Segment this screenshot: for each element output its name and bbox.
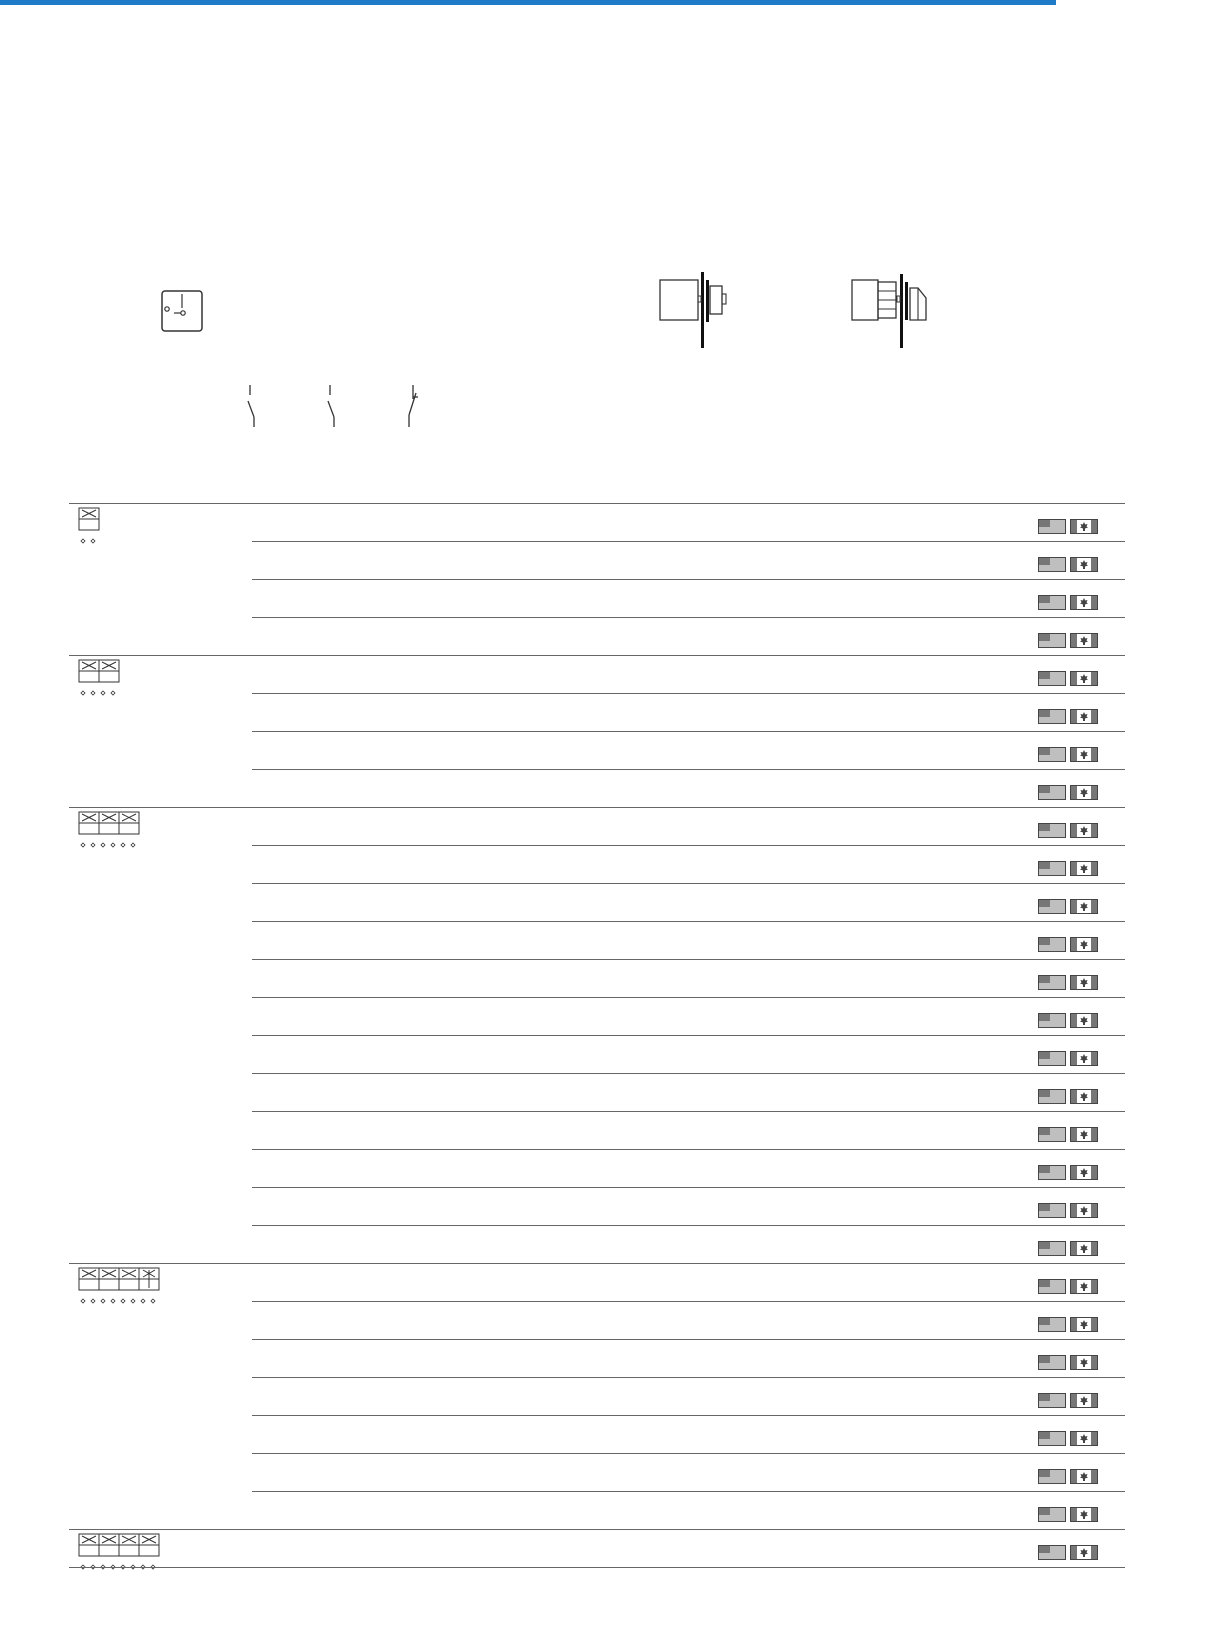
row-divider	[252, 769, 1125, 770]
table-row-flags	[1038, 709, 1098, 724]
us-flag-icon	[1038, 1545, 1066, 1560]
us-flag-icon	[1038, 633, 1066, 648]
canada-flag-icon	[1070, 633, 1098, 648]
table-row-flags	[1038, 1089, 1098, 1104]
table-row-flags	[1038, 1393, 1098, 1408]
table-row-flags	[1038, 1469, 1098, 1484]
us-flag-icon	[1038, 519, 1066, 534]
canada-flag-icon	[1070, 1165, 1098, 1180]
us-flag-icon	[1038, 1165, 1066, 1180]
row-divider	[252, 1225, 1125, 1226]
group-divider	[69, 807, 1125, 808]
us-flag-icon	[1038, 861, 1066, 876]
row-divider	[252, 883, 1125, 884]
row-divider	[252, 1339, 1125, 1340]
canada-flag-icon	[1070, 975, 1098, 990]
us-flag-icon	[1038, 595, 1066, 610]
us-flag-icon	[1038, 671, 1066, 686]
canada-flag-icon	[1070, 1507, 1098, 1522]
no-contact-symbol	[246, 385, 260, 432]
row-divider	[252, 1415, 1125, 1416]
row-divider	[252, 1301, 1125, 1302]
us-flag-icon	[1038, 1279, 1066, 1294]
switch-3-pole-symbol	[78, 811, 144, 851]
table-row-flags	[1038, 975, 1098, 990]
us-flag-icon	[1038, 937, 1066, 952]
row-divider	[252, 1149, 1125, 1150]
table-row-flags	[1038, 557, 1098, 572]
canada-flag-icon	[1070, 1355, 1098, 1370]
row-divider	[252, 1377, 1125, 1378]
table-row-flags	[1038, 1279, 1098, 1294]
canada-flag-icon	[1070, 1469, 1098, 1484]
canada-flag-icon	[1070, 595, 1098, 610]
table-row-flags	[1038, 937, 1098, 952]
us-flag-icon	[1038, 1469, 1066, 1484]
canada-flag-icon	[1070, 1051, 1098, 1066]
switch-4-pole-nc-symbol	[78, 1267, 164, 1307]
row-divider	[252, 1453, 1125, 1454]
table-row-flags	[1038, 1013, 1098, 1028]
us-flag-icon	[1038, 899, 1066, 914]
table-row-flags	[1038, 633, 1098, 648]
us-flag-icon	[1038, 1089, 1066, 1104]
canada-flag-icon	[1070, 747, 1098, 762]
row-divider	[252, 1491, 1125, 1492]
table-row-flags	[1038, 1317, 1098, 1332]
row-divider	[252, 845, 1125, 846]
table-row-flags	[1038, 823, 1098, 838]
table-row-flags	[1038, 1241, 1098, 1256]
us-flag-icon	[1038, 557, 1066, 572]
group-divider	[69, 655, 1125, 656]
row-divider	[252, 959, 1125, 960]
us-flag-icon	[1038, 1203, 1066, 1218]
canada-flag-icon	[1070, 1241, 1098, 1256]
us-flag-icon	[1038, 1317, 1066, 1332]
table-row-flags	[1038, 595, 1098, 610]
row-divider	[252, 579, 1125, 580]
switch-2-pole-symbol	[78, 659, 124, 699]
row-divider	[252, 1073, 1125, 1074]
table-row-flags	[1038, 1431, 1098, 1446]
table-row-flags	[1038, 861, 1098, 876]
canada-flag-icon	[1070, 1545, 1098, 1560]
canada-flag-icon	[1070, 785, 1098, 800]
table-row-flags	[1038, 671, 1098, 686]
canada-flag-icon	[1070, 557, 1098, 572]
canada-flag-icon	[1070, 1203, 1098, 1218]
us-flag-icon	[1038, 1507, 1066, 1522]
row-divider	[252, 693, 1125, 694]
row-divider	[252, 997, 1125, 998]
canada-flag-icon	[1070, 1013, 1098, 1028]
canada-flag-icon	[1070, 1279, 1098, 1294]
table-row-flags	[1038, 785, 1098, 800]
canada-flag-icon	[1070, 899, 1098, 914]
canada-flag-icon	[1070, 1393, 1098, 1408]
row-divider	[252, 1187, 1125, 1188]
canada-flag-icon	[1070, 1127, 1098, 1142]
table-row-flags	[1038, 1165, 1098, 1180]
us-flag-icon	[1038, 1393, 1066, 1408]
nc-contact-symbol	[404, 385, 420, 432]
rotary-switch-schematic-icon	[161, 290, 205, 339]
table-row-flags	[1038, 1355, 1098, 1370]
table-row-flags	[1038, 1203, 1098, 1218]
table-row-flags	[1038, 519, 1098, 534]
front-mount-diagram	[655, 258, 735, 353]
canada-flag-icon	[1070, 671, 1098, 686]
canada-flag-icon	[1070, 709, 1098, 724]
row-divider	[252, 731, 1125, 732]
canada-flag-icon	[1070, 937, 1098, 952]
us-flag-icon	[1038, 823, 1066, 838]
us-flag-icon	[1038, 709, 1066, 724]
table-row-flags	[1038, 747, 1098, 762]
group-divider	[69, 503, 1125, 504]
canada-flag-icon	[1070, 861, 1098, 876]
row-divider	[252, 541, 1125, 542]
row-divider	[252, 1111, 1125, 1112]
us-flag-icon	[1038, 1431, 1066, 1446]
group-divider	[69, 1263, 1125, 1264]
us-flag-icon	[1038, 785, 1066, 800]
table-row-flags	[1038, 1127, 1098, 1142]
canada-flag-icon	[1070, 823, 1098, 838]
canada-flag-icon	[1070, 519, 1098, 534]
header-rule	[0, 0, 1056, 5]
us-flag-icon	[1038, 1013, 1066, 1028]
row-divider	[252, 921, 1125, 922]
us-flag-icon	[1038, 1127, 1066, 1142]
row-divider	[252, 617, 1125, 618]
switch-1-pole-symbol	[78, 507, 104, 547]
us-flag-icon	[1038, 747, 1066, 762]
table-row-flags	[1038, 1545, 1098, 1560]
us-flag-icon	[1038, 1241, 1066, 1256]
canada-flag-icon	[1070, 1317, 1098, 1332]
table-row-flags	[1038, 1051, 1098, 1066]
group-divider	[69, 1529, 1125, 1530]
table-row-flags	[1038, 1507, 1098, 1522]
rear-mount-diagram	[848, 258, 938, 353]
us-flag-icon	[1038, 1355, 1066, 1370]
us-flag-icon	[1038, 1051, 1066, 1066]
canada-flag-icon	[1070, 1431, 1098, 1446]
table-bottom-rule	[69, 1567, 1125, 1568]
no-contact-symbol	[326, 385, 340, 432]
us-flag-icon	[1038, 975, 1066, 990]
table-row-flags	[1038, 899, 1098, 914]
canada-flag-icon	[1070, 1089, 1098, 1104]
row-divider	[252, 1035, 1125, 1036]
